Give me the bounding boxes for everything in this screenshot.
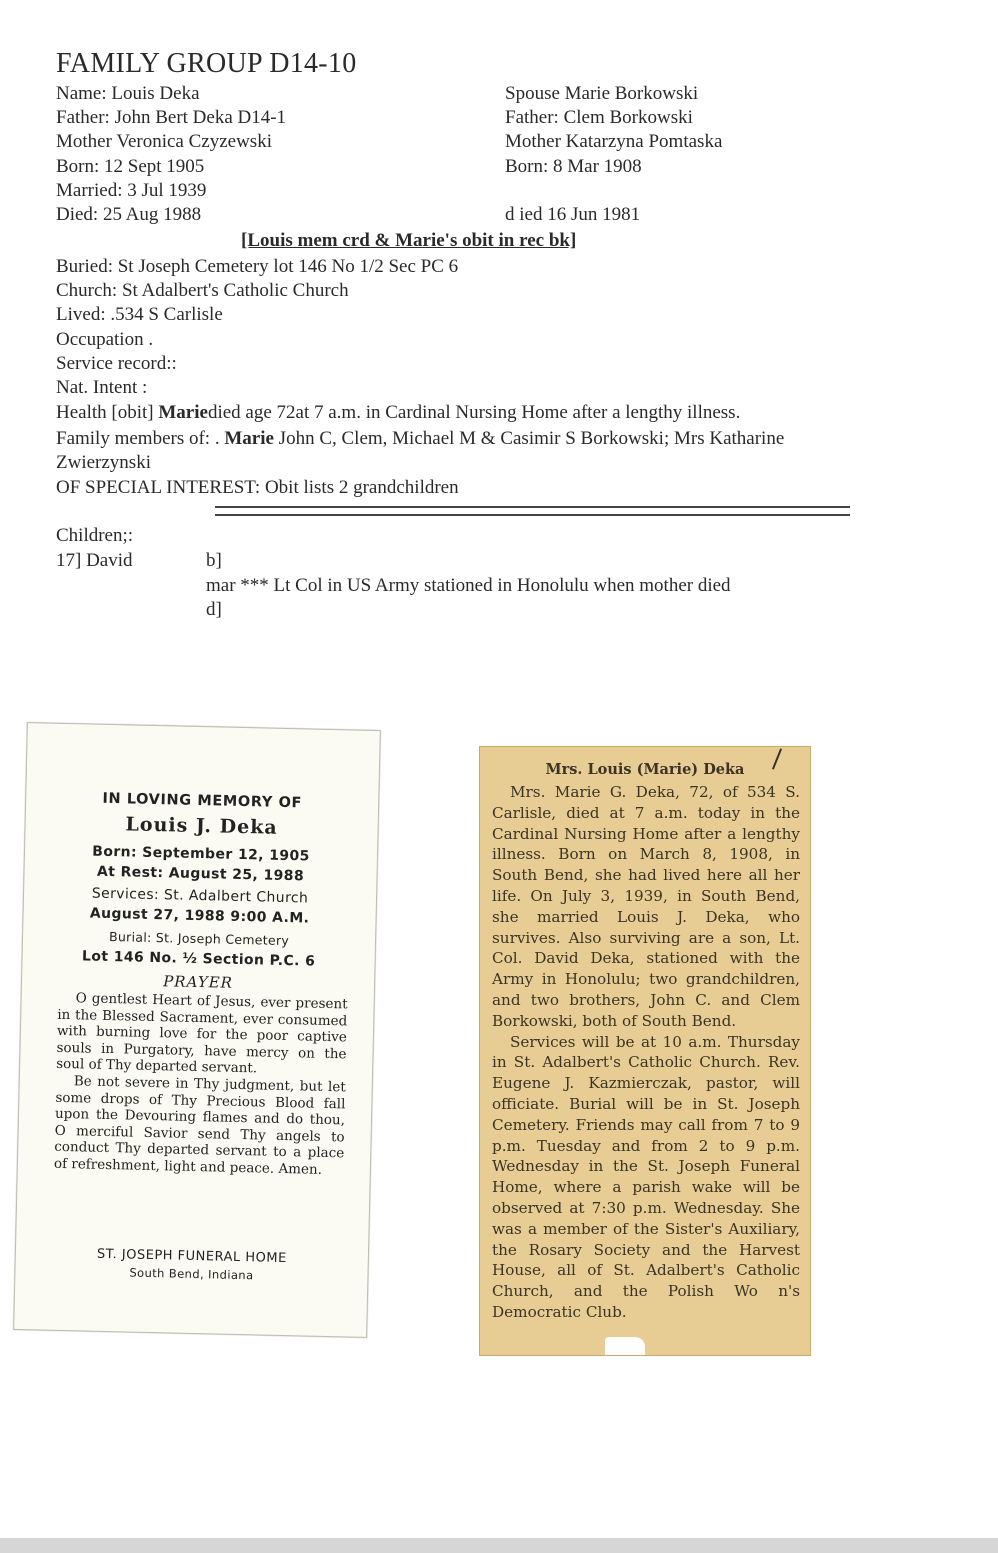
card-prayer — [54, 990, 348, 1179]
family-members-line — [56, 428, 784, 450]
memorial-card — [13, 722, 381, 1338]
health-line — [56, 402, 740, 424]
spouse-died-line: d ied 16 Jun 1981 — [505, 204, 641, 225]
child-born: b] — [206, 550, 222, 571]
obituary-paragraph: Mrs. Marie G. Deka, 72, of 534 S. Carlisle, died at 7 a.m. today in the Cardinal Nursing Home after a lengthy illness. Born on March 8, 1908, in South Bend, she had lived here all her life. On July 3, 1939, in South Bend, she married Louis J. Deka, who survives. Also surviving are a son, Lt. Col. David Deka, stationed with the Army in Honolulu; two grandchildren, and two brothers, John C. and Clem Borkowski, both of South Bend. — [492, 783, 800, 1030]
card-funeral-home: ST. JOSEPH FUNERAL HOME — [96, 1246, 287, 1267]
spouse-born-line: Born: 8 Mar 1908 — [505, 156, 642, 177]
obituary-clipping — [479, 746, 811, 1356]
child-name: 17] David — [56, 550, 133, 571]
born-line: Born: 12 Sept 1905 — [56, 156, 205, 177]
card-prayer-paragraph: O gentlest Heart of Jesus, ever present in the Blessed Sacrament, ever consumed with burning love for the poor captive souls in Purgatory, have mercy on the soul of Thy departed servant. — [56, 990, 348, 1077]
child-married: mar *** Lt Col in US Army stationed in Honolulu when mother died — [206, 575, 731, 596]
records-note: [Louis mem crd & Marie's obit in rec bk] — [241, 230, 577, 251]
family-members-line-2: Zwierzynski — [56, 452, 151, 473]
double-divider — [215, 506, 850, 516]
obituary-paragraph: Services will be at 10 a.m. Thursday in St. Adalbert's Catholic Church. Rev. Eugene J. Kazmierczak, pastor, will officiate. Burial will be in St. Joseph Cemetery. Friends may call from 7 to 9 p.m. Tuesday and from 2 to 9 p.m. Wednesday in the St. Joseph Funeral Home, where a parish wake will be observed at 7:30 p.m. Wednesday. She was a member of the Sister's Auxiliary, the Rosary Society and the Harvest House, all of St. Adalbert's Catholic Church, and the Polish Wo n's Democratic Club. — [492, 1032, 800, 1321]
card-rest: At Rest: August 25, 1988 — [96, 863, 305, 885]
service-record-line: Service record:: — [56, 353, 177, 374]
obituary-heading: Mrs. Louis (Marie) Deka — [545, 761, 745, 778]
card-prayer-paragraph: Be not severe in Thy judgment, but let some drops of Thy Precious Blood fall upon the Devouring flames and do thou, O merciful Savior send Thy angels to conduct Thy departed servant to a place of refreshment, light and peace. Amen. — [53, 1073, 346, 1178]
mother-line: Mother Veronica Czyzewski — [56, 131, 272, 152]
father-line: Father: John Bert Deka D14-1 — [56, 107, 287, 128]
card-services: Services: St. Adalbert Church — [91, 885, 309, 907]
died-line: Died: 25 Aug 1988 — [56, 204, 202, 225]
spouse-line: Spouse Marie Borkowski — [505, 83, 699, 104]
card-lot: Lot 146 No. ½ Section P.C. 6 — [81, 948, 316, 970]
family-name: Marie — [224, 428, 274, 449]
card-service-date: August 27, 1988 9:00 A.M. — [89, 905, 310, 927]
church-line: Church: St Adalbert's Catholic Church — [56, 280, 349, 301]
clipping-tear — [605, 1337, 645, 1355]
card-heading: IN LOVING MEMORY OF — [102, 790, 303, 812]
scan-edge — [0, 1538, 998, 1553]
obituary-body — [492, 782, 800, 1323]
card-name: Louis J. Deka — [125, 813, 278, 839]
nat-intent-line: Nat. Intent : — [56, 377, 148, 398]
child-died: d] — [206, 599, 222, 620]
card-prayer-title: PRAYER — [163, 972, 234, 992]
spouse-father-line: Father: Clem Borkowski — [505, 107, 693, 128]
health-name: Marie — [158, 402, 208, 423]
card-born: Born: September 12, 1905 — [92, 843, 310, 865]
health-text: died age 72at 7 a.m. in Cardinal Nursing Home after a lengthy illness. — [207, 402, 741, 423]
name-line: Name: Louis Deka — [56, 83, 200, 104]
spouse-mother-line: Mother Katarzyna Pomtaska — [505, 131, 723, 152]
married-line: Married: 3 Jul 1939 — [56, 180, 207, 201]
children-label: Children;: — [56, 525, 134, 546]
occupation-line: Occupation . — [56, 329, 154, 350]
card-burial: Burial: St. Joseph Cemetery — [108, 928, 290, 949]
family-prefix: Family members of: . — [56, 428, 225, 449]
special-interest-line: OF SPECIAL INTEREST: Obit lists 2 grandchildren — [56, 477, 459, 498]
card-city: South Bend, Indiana — [129, 1265, 254, 1283]
lived-line: Lived: .534 S Carlisle — [56, 304, 223, 325]
health-prefix: Health [obit] — [56, 402, 159, 423]
buried-line: Buried: St Joseph Cemetery lot 146 No 1/2 Sec PC 6 — [56, 256, 459, 277]
family-text: John C, Clem, Michael M & Casimir S Borkowski; Mrs Katharine — [273, 428, 785, 449]
page-title: FAMILY GROUP D14-10 — [56, 48, 357, 79]
